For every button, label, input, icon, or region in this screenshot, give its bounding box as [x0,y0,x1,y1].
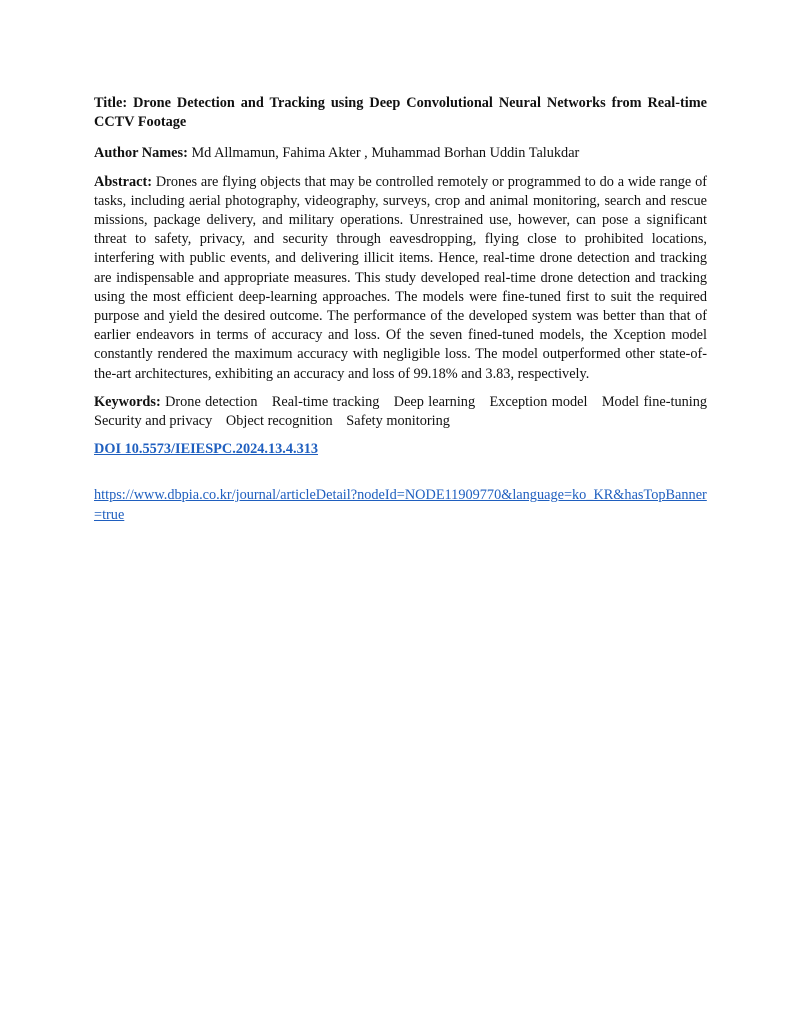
keywords-paragraph [94,393,707,431]
keyword: Exception model [489,393,588,410]
keyword: Object recognition [225,413,333,430]
doi-link[interactable]: DOI 10.5573/IEIESPC.2024.13.4.313 [94,441,319,458]
article-url-link[interactable]: https://www.dbpia.co.kr/journal/articleDetail?nodeId=NODE11909770&language=ko_KR&hasTopBanner=true [94,487,707,523]
title-label: Title: [94,95,128,111]
paper-title [94,94,707,132]
author-line [94,144,707,163]
doi-paragraph [94,440,707,459]
keyword: Safety monitoring [346,413,450,430]
abstract-paragraph [94,173,707,384]
url-paragraph [94,486,707,524]
keyword: Drone detection [165,393,258,410]
keyword: Model fine-tuning [601,393,708,410]
keywords-label: Keywords: [94,393,161,410]
title-text: Drone Detection and Tracking using Deep Convolutional Neural Networks from Real-time CCTV Footage [94,95,708,131]
keyword: Deep learning [393,393,476,410]
abstract-label: Abstract: [94,173,152,190]
document-page [94,94,707,534]
keyword: Security and privacy [94,413,213,430]
abstract-text: Drones are flying objects that may be controlled remotely or programmed to do a wide range of tasks, including aerial photography, videography, surveys, crop and animal monitoring, search and rescue missions, package delivery, and military operations. Unrestrained use, however, can pose a significant threat to safety, privacy, and security through eavesdropping, flying close to prohibited locations, interfering with public events, and delivering illicit items. Hence, real-time drone detection and tracking are indispensable and appropriate measures. This study developed real-time drone detection and tracking using the most efficient deep-learning approaches. The models were fine-tuned first to suit the required purpose and yield the desired outcome. The performance of the developed system was better than that of earlier endeavors in terms of accuracy and loss. Of the seven fined-tuned models, the Xception model constantly rendered the maximum accuracy with negligible loss. The model outperformed other state-of-the-art architectures, exhibiting an accuracy and loss of 99.18% and 3.83, respectively. [94,173,708,382]
authors-label: Author Names: [94,145,188,162]
keyword: Real-time tracking [271,393,380,410]
authors-text: Md Allmamun, Fahima Akter , Muhammad Borhan Uddin Talukdar [191,145,580,162]
